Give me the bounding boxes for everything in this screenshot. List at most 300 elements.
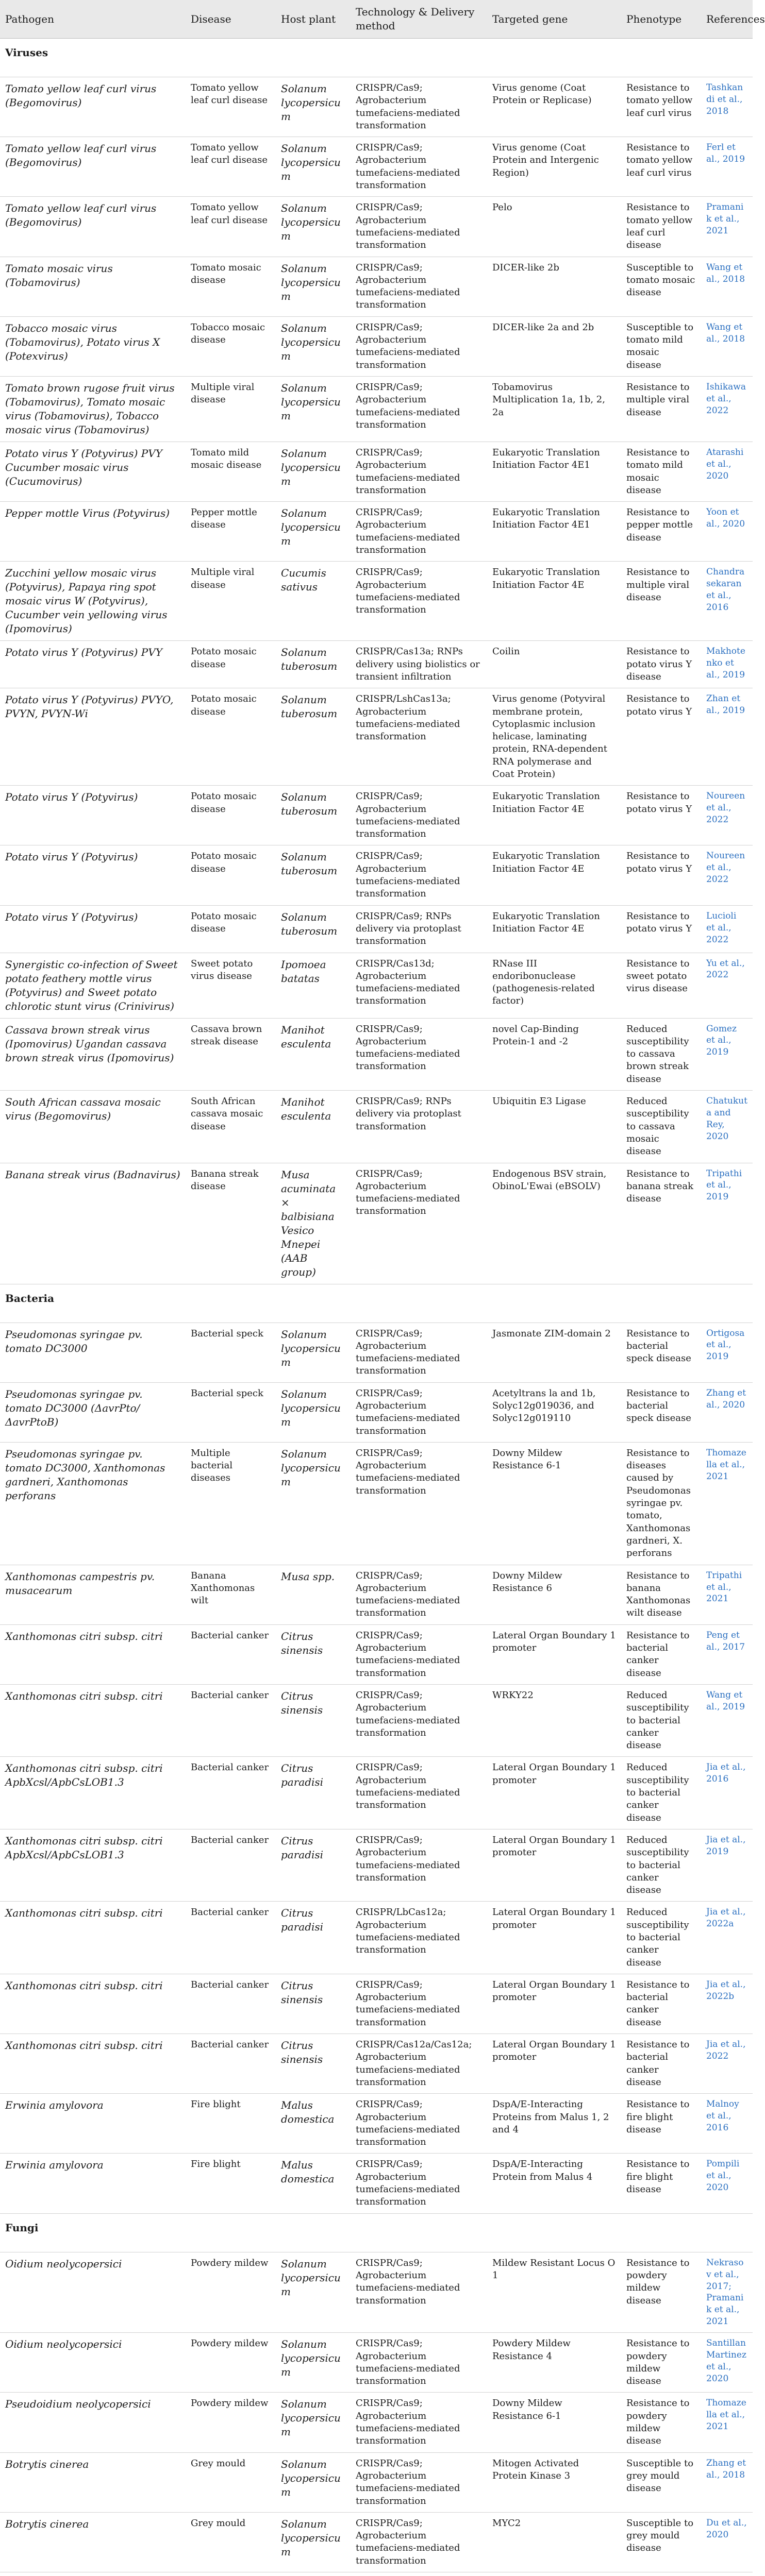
cell-disease: Potato mosaic disease (186, 786, 276, 845)
cell-targeted-gene: RNase III endoribonuclease (pathogenesis-related factor) (487, 953, 621, 1018)
reference-link[interactable]: Zhan et al., 2019 (701, 688, 753, 786)
reference-link[interactable]: Jia et al., 2022 (701, 2034, 753, 2094)
cell-targeted-gene: DspA/E-Interacting Proteins from Malus 1, 2 and 4 (487, 2094, 621, 2154)
cell-pathogen: Potato virus Y (Potyvirus) PVY Cucumber mosaic virus (Cucumovirus) (0, 442, 186, 501)
cell-technology (351, 2572, 487, 2576)
cell-phenotype: Resistance to tomato mild mosaic disease (621, 442, 701, 501)
reference-link[interactable]: Malnoy et al., 2016 (701, 2094, 753, 2154)
cell-technology: CRISPR/Cas9; Agrobacterium tumefaciens-mediated transformation (351, 137, 487, 197)
cell-disease: Cassava brown streak disease (186, 1018, 276, 1090)
cell-phenotype: Resistance to fire blight disease (621, 2094, 701, 2154)
table-row (0, 2452, 753, 2512)
cell-technology: CRISPR/Cas9; Agrobacterium tumefaciens-mediated transformation (351, 562, 487, 641)
cell-technology: CRISPR/Cas9; Agrobacterium tumefaciens-mediated transformation (351, 316, 487, 376)
cell-pathogen: Cassava brown streak virus (Ipomovirus) Ugandan cassava brown streak virus (Ipomovirus) (0, 1018, 186, 1090)
reference-link[interactable]: Gomez et al., 2019 (701, 1018, 753, 1090)
cell-targeted-gene: Ubiquitin E3 Ligase (487, 1091, 621, 1163)
cell-technology: CRISPR/LbCas12a; Agrobacterium tumefaciens-mediated transformation (351, 1902, 487, 1974)
reference-link[interactable]: Yoon et al., 2020 (701, 502, 753, 562)
reference-link[interactable]: Tripathi et al., 2019 (701, 1163, 753, 1284)
table-row (0, 905, 753, 953)
cell-host-plant: Solanum lycopersicum (276, 502, 351, 562)
cell-host-plant: Manihot esculenta (276, 1091, 351, 1163)
cell-technology: CRISPR/Cas9; Agrobacterium tumefaciens-mediated transformation (351, 2393, 487, 2452)
reference-link[interactable]: Makhotenko et al., 2019 (701, 641, 753, 688)
reference-link[interactable]: Atarashi et al., 2020 (701, 442, 753, 501)
cell-disease: Multiple viral disease (186, 562, 276, 641)
cell-technology: CRISPR/Cas9; Agrobacterium tumefaciens-mediated transformation (351, 2252, 487, 2333)
cell-host-plant: Solanum lycopersicum (276, 137, 351, 197)
cell-pathogen: Pseudomonas syringae pv. tomato DC3000 (ΔavrPto/ΔavrPtoB) (0, 1382, 186, 1442)
cell-pathogen: Zucchini yellow mosaic virus (Potyvirus), Papaya ring spot mosaic virus W (Potyvirus), Cucumber vein yellowing virus (Ipomovirus) (0, 562, 186, 641)
cell-phenotype: Resistance to potato virus Y (621, 845, 701, 905)
header-technology: Technology & Delivery method (351, 0, 487, 39)
table-body (0, 39, 753, 2576)
cell-host-plant: Solanum lycopersicum (276, 77, 351, 137)
cell-phenotype: Resistance to multiple viral disease (621, 376, 701, 442)
cell-pathogen: Potato virus Y (Potyvirus) (0, 786, 186, 845)
cell-phenotype: Resistance to bacterial canker disease (621, 1624, 701, 1684)
cell-disease: Potato mosaic disease (186, 688, 276, 786)
cell-pathogen: Pepper mottle Virus (Potyvirus) (0, 502, 186, 562)
cell-pathogen: Oidium neolycopersici (0, 2333, 186, 2393)
cell-disease: Bacterial canker (186, 1902, 276, 1974)
cell-phenotype: Resistance to banana Xanthomonas wilt disease (621, 1565, 701, 1624)
cell-pathogen: Xanthomonas citri subsp. citri (0, 1902, 186, 1974)
cell-targeted-gene: Tobamovirus Multiplication 1a, 1b, 2, 2a (487, 376, 621, 442)
cell-technology: CRISPR/Cas9; Agrobacterium tumefaciens-mediated transformation (351, 845, 487, 905)
cell-pathogen: Xanthomonas citri subsp. citri ApbXcsl/ApbCsLOB1.3 (0, 1829, 186, 1901)
cell-targeted-gene: Powdery Mildew Resistance 4 (487, 2333, 621, 2393)
section-header-row (0, 39, 753, 77)
cell-host-plant: Manihot esculenta (276, 1018, 351, 1090)
cell-phenotype: Resistance to powdery mildew disease (621, 2333, 701, 2393)
header-row (0, 0, 753, 39)
table-row (0, 641, 753, 688)
reference-link[interactable]: Noureen et al., 2022 (701, 845, 753, 905)
cell-technology: CRISPR/Cas9; RNPs delivery via protoplast transformation (351, 1091, 487, 1163)
reference-link[interactable]: Lucioli et al., 2022 (701, 905, 753, 953)
reference-link[interactable]: Tashkandi et al., 2018 (701, 77, 753, 137)
table-row (0, 1565, 753, 1624)
cell-pathogen: Tomato yellow leaf curl virus (Begomovirus) (0, 197, 186, 257)
reference-link[interactable]: Jia et al., 2022a (701, 1902, 753, 1974)
table-row (0, 2572, 753, 2576)
cell-phenotype: Resistance to tomato yellow leaf curl virus (621, 77, 701, 137)
cell-host-plant: Solanum tuberosum (276, 845, 351, 905)
cell-targeted-gene: novel Cap-Binding Protein-1 and -2 (487, 1018, 621, 1090)
cell-phenotype: Reduced susceptibility to bacterial canker disease (621, 1684, 701, 1756)
cell-pathogen: Botrytis cinerea (0, 2512, 186, 2572)
cell-targeted-gene: DICER-like 2a and 2b (487, 316, 621, 376)
cell-phenotype: Resistance to potato virus Y (621, 786, 701, 845)
cell-pathogen: Tomato brown rugose fruit virus (Tobamovirus), Tomato mosaic virus (Tobamovirus), Tobacco mosaic virus (Tobamovirus) (0, 376, 186, 442)
table-row (0, 197, 753, 257)
cell-disease: South African cassava mosaic disease (186, 1091, 276, 1163)
cell-host-plant: Citrus sinensis (276, 1684, 351, 1756)
header-targeted-gene: Targeted gene (487, 0, 621, 39)
table-row (0, 1974, 753, 2033)
cell-disease: Fire blight (186, 2154, 276, 2213)
cell-disease: Tomato yellow leaf curl disease (186, 77, 276, 137)
cell-host-plant: Citrus sinensis (276, 2034, 351, 2094)
table-row (0, 442, 753, 501)
cell-host-plant: Solanum lycopersicum (276, 376, 351, 442)
cell-technology: CRISPR/Cas9; Agrobacterium tumefaciens-mediated transformation (351, 1323, 487, 1382)
cell-host-plant: Solanum lycopersicum (276, 2333, 351, 2393)
cell-targeted-gene: MYC2 (487, 2512, 621, 2572)
reference-link[interactable]: Santillan Martinez et al., 2020 (701, 2333, 753, 2393)
cell-pathogen: Xanthomonas citri subsp. citri ApbXcsl/ApbCsLOB1.3 (0, 1757, 186, 1829)
cell-pathogen: Tobacco mosaic virus (Tobamovirus), Potato virus X (Potexvirus) (0, 316, 186, 376)
cell-phenotype: Resistance to powdery mildew disease (621, 2252, 701, 2333)
cell-phenotype: Resistance to sweet potato virus disease (621, 953, 701, 1018)
cell-pathogen: Tomato yellow leaf curl virus (Begomovirus) (0, 77, 186, 137)
cell-disease: Potato mosaic disease (186, 641, 276, 688)
cell-technology: CRISPR/Cas9; Agrobacterium tumefaciens-mediated transformation (351, 1624, 487, 1684)
cell-phenotype: Resistance to fire blight disease (621, 2154, 701, 2213)
cell-disease: Powdery mildew (186, 2333, 276, 2393)
cell-disease: Fire blight (186, 2094, 276, 2154)
reference-link[interactable]: Wang et al., 2019 (701, 1684, 753, 1756)
table-row (0, 1624, 753, 1684)
reference-link[interactable]: Jia et al., 2022b (701, 1974, 753, 2033)
table-row (0, 376, 753, 442)
cell-host-plant: Solanum tuberosum (276, 641, 351, 688)
cell-host-plant: Musa acuminata × balbisiana Vesico Mnepei (AAB group) (276, 1163, 351, 1284)
cell-disease: Tomato yellow leaf curl disease (186, 137, 276, 197)
table-row (0, 2094, 753, 2154)
table-row (0, 2333, 753, 2393)
reference-link[interactable]: Wang et al., 2018 (701, 316, 753, 376)
reference-link[interactable] (701, 2572, 753, 2576)
reference-link[interactable]: Chandrasekaran et al., 2016 (701, 562, 753, 641)
cell-host-plant: Solanum tuberosum (276, 786, 351, 845)
cell-technology: CRISPR/Cas9; Agrobacterium tumefaciens-mediated transformation (351, 2452, 487, 2512)
cell-targeted-gene: Mitogen Activated Protein Kinase 3 (487, 2452, 621, 2512)
cell-targeted-gene: Virus genome (Coat Protein or Replicase) (487, 77, 621, 137)
cell-disease: Grey mould (186, 2452, 276, 2512)
section-title: Fungi (0, 2213, 753, 2252)
table-row (0, 1757, 753, 1829)
cell-phenotype: Resistance to bacterial speck disease (621, 1382, 701, 1442)
cell-disease: Banana streak disease (186, 1163, 276, 1284)
cell-phenotype: Reduced susceptibility to cassava brown streak disease (621, 1018, 701, 1090)
cell-technology: CRISPR/Cas9; Agrobacterium tumefaciens-mediated transformation (351, 442, 487, 501)
cell-pathogen: Potato virus Y (Potyvirus) (0, 905, 186, 953)
reference-link[interactable]: Ferl et al., 2019 (701, 137, 753, 197)
cell-pathogen: Pseudoidium neolycopersici (0, 2393, 186, 2452)
cell-phenotype: Resistance to bacterial canker disease (621, 1974, 701, 2033)
cell-pathogen: Xanthomonas citri subsp. citri (0, 1624, 186, 1684)
cell-disease: Tomato yellow leaf curl disease (186, 197, 276, 257)
cell-disease: Multiple bacterial diseases (186, 1442, 276, 1565)
cell-targeted-gene: DICER-like 2b (487, 257, 621, 316)
cell-technology: CRISPR/Cas9; Agrobacterium tumefaciens-mediated transformation (351, 376, 487, 442)
section-header-row (0, 1284, 753, 1323)
cell-technology: CRISPR/LshCas13a; Agrobacterium tumefaciens-mediated transformation (351, 688, 487, 786)
reference-link[interactable]: Peng et al., 2017 (701, 1624, 753, 1684)
table-row (0, 2154, 753, 2213)
cell-technology: CRISPR/Cas9; Agrobacterium tumefaciens-mediated transformation (351, 1757, 487, 1829)
cell-disease: Tomato mild mosaic disease (186, 442, 276, 501)
cell-targeted-gene: Lateral Organ Boundary 1 promoter (487, 1974, 621, 2033)
cell-targeted-gene: Lateral Organ Boundary 1 promoter (487, 1624, 621, 1684)
cell-targeted-gene: Eukaryotic Translation Initiation Factor 4E1 (487, 442, 621, 501)
reference-link[interactable]: Ishikawa et al., 2022 (701, 376, 753, 442)
cell-pathogen: Potato virus Y (Potyvirus) PVY (0, 641, 186, 688)
cell-host-plant: Solanum lycopersicum (276, 1323, 351, 1382)
cell-targeted-gene: Lateral Organ Boundary 1 promoter (487, 1757, 621, 1829)
cell-phenotype: Resistance to tomato yellow leaf curl virus (621, 137, 701, 197)
cell-targeted-gene: Lateral Organ Boundary 1 promoter (487, 1902, 621, 1974)
cell-phenotype: Resistance to potato virus Y disease (621, 641, 701, 688)
cell-pathogen (0, 2572, 186, 2576)
table-row (0, 688, 753, 786)
cell-host-plant: Solanum tuberosum (276, 905, 351, 953)
table-row (0, 786, 753, 845)
reference-link[interactable]: Zhang et al., 2018 (701, 2452, 753, 2512)
cell-host-plant (276, 2572, 351, 2576)
cell-host-plant: Solanum lycopersicum (276, 197, 351, 257)
table-row (0, 1163, 753, 1284)
reference-link[interactable]: Chatukuta and Rey, 2020 (701, 1091, 753, 1163)
cell-targeted-gene: Eukaryotic Translation Initiation Factor 4E (487, 905, 621, 953)
table-row (0, 257, 753, 316)
cell-technology: CRISPR/Cas9; Agrobacterium tumefaciens-mediated transformation (351, 1565, 487, 1624)
cell-targeted-gene: Lateral Organ Boundary 1 promoter (487, 2034, 621, 2094)
cell-targeted-gene: Eukaryotic Translation Initiation Factor 4E (487, 845, 621, 905)
table-row (0, 2393, 753, 2452)
cell-technology: CRISPR/Cas9; Agrobacterium tumefaciens-mediated transformation (351, 2154, 487, 2213)
cell-technology: CRISPR/Cas13a; RNPs delivery using biolistics or transient infiltration (351, 641, 487, 688)
cell-host-plant: Citrus paradisi (276, 1757, 351, 1829)
cell-targeted-gene: Eukaryotic Translation Initiation Factor 4E (487, 786, 621, 845)
reference-link[interactable]: Zhang et al., 2020 (701, 1382, 753, 1442)
table-row (0, 2034, 753, 2094)
cell-disease: Bacterial canker (186, 1829, 276, 1901)
cell-host-plant: Solanum lycopersicum (276, 2393, 351, 2452)
cell-disease: Bacterial canker (186, 1684, 276, 1756)
cell-technology: CRISPR/Cas9; Agrobacterium tumefaciens-mediated transformation (351, 502, 487, 562)
table-row (0, 953, 753, 1018)
cell-phenotype: Resistance to powdery mildew disease (621, 2393, 701, 2452)
cell-host-plant: Citrus sinensis (276, 1974, 351, 2033)
cell-technology: CRISPR/Cas9; Agrobacterium tumefaciens-mediated transformation (351, 1442, 487, 1565)
table-row (0, 2252, 753, 2333)
cell-pathogen: Xanthomonas citri subsp. citri (0, 1974, 186, 2033)
cell-technology: CRISPR/Cas9; Agrobacterium tumefaciens-mediated transformation (351, 1829, 487, 1901)
cell-technology: CRISPR/Cas13d; Agrobacterium tumefaciens-mediated transformation (351, 953, 487, 1018)
cell-disease: Bacterial canker (186, 1974, 276, 2033)
cell-targeted-gene: Endogenous BSV strain, ObinoL'Ewai (eBSOLV) (487, 1163, 621, 1284)
cell-targeted-gene: Virus genome (Potyviral membrane protein, Cytoplasmic inclusion helicase, laminating protein, RNA-dependent RNA polymerase and Coat Protein) (487, 688, 621, 786)
cell-host-plant: Solanum lycopersicum (276, 442, 351, 501)
table-row (0, 1829, 753, 1901)
cell-phenotype: Reduced susceptibility to bacterial canker disease (621, 1829, 701, 1901)
cell-disease: Banana Xanthomonas wilt (186, 1565, 276, 1624)
reference-link[interactable]: Yu et al., 2022 (701, 953, 753, 1018)
section-title: Viruses (0, 39, 753, 77)
cell-host-plant: Solanum lycopersicum (276, 1382, 351, 1442)
cell-phenotype: Reduced susceptibility to bacterial canker disease (621, 1757, 701, 1829)
cell-targeted-gene: DspA/E-Interacting Protein from Malus 4 (487, 2154, 621, 2213)
cell-technology: CRISPR/Cas9; Agrobacterium tumefaciens-mediated transformation (351, 77, 487, 137)
cell-disease: Tobacco mosaic disease (186, 316, 276, 376)
reference-link[interactable]: Thomazella et al., 2021 (701, 1442, 753, 1565)
table-row (0, 1442, 753, 1565)
table-row (0, 2512, 753, 2572)
cell-targeted-gene: Acetyltrans la and 1b, Solyc12g019036, and Solyc12g019110 (487, 1382, 621, 1442)
header-phenotype: Phenotype (621, 0, 701, 39)
cell-disease: Multiple viral disease (186, 376, 276, 442)
reference-link[interactable]: Du et al., 2020 (701, 2512, 753, 2572)
cell-host-plant: Solanum lycopersicum (276, 2452, 351, 2512)
reference-link[interactable]: Thomazella et al., 2021 (701, 2393, 753, 2452)
cell-phenotype: Resistance to potato virus Y (621, 688, 701, 786)
header-pathogen: Pathogen (0, 0, 186, 39)
cell-disease: Pepper mottle disease (186, 502, 276, 562)
cell-technology: CRISPR/Cas9; Agrobacterium tumefaciens-mediated transformation (351, 2094, 487, 2154)
table-row (0, 1323, 753, 1382)
cell-pathogen: Pseudomonas syringae pv. tomato DC3000, Xanthomonas gardneri, Xanthomonas perforans (0, 1442, 186, 1565)
cell-phenotype: Susceptible to tomato mosaic disease (621, 257, 701, 316)
cell-disease: Bacterial canker (186, 2034, 276, 2094)
cell-disease: Powdery mildew (186, 2252, 276, 2333)
cell-phenotype: Reduced susceptibility to bacterial canker disease (621, 1902, 701, 1974)
cell-disease (186, 2572, 276, 2576)
reference-link[interactable]: Jia et al., 2019 (701, 1829, 753, 1901)
reference-link[interactable]: Tripathi et al., 2021 (701, 1565, 753, 1624)
table-row (0, 562, 753, 641)
cell-pathogen: Botrytis cinerea (0, 2452, 186, 2512)
cell-pathogen: Tomato yellow leaf curl virus (Begomovirus) (0, 137, 186, 197)
table-row (0, 1018, 753, 1090)
cell-targeted-gene: Lateral Organ Boundary 1 promoter (487, 1829, 621, 1901)
cell-disease: Potato mosaic disease (186, 905, 276, 953)
cell-phenotype: Resistance to banana streak disease (621, 1163, 701, 1284)
cell-host-plant: Solanum lycopersicum (276, 2512, 351, 2572)
reference-link[interactable]: Pramanik et al., 2021 (701, 197, 753, 257)
cell-host-plant: Solanum tuberosum (276, 688, 351, 786)
reference-link[interactable]: Nekrasov et al., 2017; Pramanik et al., 2021 (701, 2252, 753, 2333)
table-row (0, 1684, 753, 1756)
cell-disease: Tomato mosaic disease (186, 257, 276, 316)
cell-targeted-gene: Downy Mildew Resistance 6-1 (487, 2393, 621, 2452)
cell-host-plant: Ipomoea batatas (276, 953, 351, 1018)
header-references: References (701, 0, 753, 39)
cell-pathogen: Synergistic co-infection of Sweet potato feathery mottle virus (Potyvirus) and Sweet potato chlorotic stunt virus (Crinivirus) (0, 953, 186, 1018)
reference-link[interactable]: Ortigosa et al., 2019 (701, 1323, 753, 1382)
cell-pathogen: Xanthomonas citri subsp. citri (0, 2034, 186, 2094)
cell-phenotype: Resistance to potato virus Y (621, 905, 701, 953)
cell-disease: Bacterial speck (186, 1382, 276, 1442)
table-row (0, 502, 753, 562)
cell-phenotype: Resistance to tomato yellow leaf curl disease (621, 197, 701, 257)
table-row (0, 1382, 753, 1442)
table-row (0, 316, 753, 376)
cell-technology: CRISPR/Cas9; Agrobacterium tumefaciens-mediated transformation (351, 1018, 487, 1090)
cell-targeted-gene: Eukaryotic Translation Initiation Factor 4E (487, 562, 621, 641)
cell-host-plant: Citrus paradisi (276, 1829, 351, 1901)
reference-link[interactable]: Noureen et al., 2022 (701, 786, 753, 845)
cell-pathogen: Potato virus Y (Potyvirus) (0, 845, 186, 905)
cell-targeted-gene: WRKY22 (487, 1684, 621, 1756)
table-row (0, 77, 753, 137)
cell-pathogen: Erwinia amylovora (0, 2154, 186, 2213)
cell-disease: Bacterial canker (186, 1624, 276, 1684)
cell-disease: Bacterial speck (186, 1323, 276, 1382)
cell-technology: CRISPR/Cas9; Agrobacterium tumefaciens-mediated transformation (351, 1163, 487, 1284)
cell-technology: CRISPR/Cas9; Agrobacterium tumefaciens-mediated transformation (351, 197, 487, 257)
cell-disease: Bacterial canker (186, 1757, 276, 1829)
cell-targeted-gene: Pelo (487, 197, 621, 257)
cell-host-plant: Malus domestica (276, 2094, 351, 2154)
cell-host-plant: Citrus sinensis (276, 1624, 351, 1684)
table-row (0, 1091, 753, 1163)
cell-technology: CRISPR/Cas9; Agrobacterium tumefaciens-mediated transformation (351, 2512, 487, 2572)
cell-phenotype: Susceptible to grey mould disease (621, 2452, 701, 2512)
cell-targeted-gene: Mildew Resistant Locus O 1 (487, 2252, 621, 2333)
table-row (0, 845, 753, 905)
cell-targeted-gene: Eukaryotic Translation Initiation Factor 4E1 (487, 502, 621, 562)
cell-pathogen: Erwinia amylovora (0, 2094, 186, 2154)
cell-host-plant: Solanum lycopersicum (276, 316, 351, 376)
cell-host-plant: Solanum lycopersicum (276, 1442, 351, 1565)
cell-targeted-gene: Jasmonate ZIM-domain 2 (487, 1323, 621, 1382)
table-row (0, 137, 753, 197)
cell-phenotype: Reduced susceptibility to cassava mosaic disease (621, 1091, 701, 1163)
cell-technology: CRISPR/Cas9; Agrobacterium tumefaciens-mediated transformation (351, 1382, 487, 1442)
cell-disease: Sweet potato virus disease (186, 953, 276, 1018)
cell-pathogen: South African cassava mosaic virus (Begomovirus) (0, 1091, 186, 1163)
cell-host-plant: Solanum lycopersicum (276, 2252, 351, 2333)
cell-technology: CRISPR/Cas9; Agrobacterium tumefaciens-mediated transformation (351, 1684, 487, 1756)
header-host-plant: Host plant (276, 0, 351, 39)
cell-phenotype: Resistance to bacterial canker disease (621, 2034, 701, 2094)
cell-phenotype: Resistance to diseases caused by Pseudomonas syringae pv. tomato, Xanthomonas gardneri, X. perforans (621, 1442, 701, 1565)
cell-targeted-gene: Virus genome (Coat Protein and Intergenic Region) (487, 137, 621, 197)
cell-phenotype: Susceptible to tomato mild mosaic disease (621, 316, 701, 376)
cell-pathogen: Pseudomonas syringae pv. tomato DC3000 (0, 1323, 186, 1382)
cell-targeted-gene: Downy Mildew Resistance 6-1 (487, 1442, 621, 1565)
cell-host-plant: Cucumis sativus (276, 562, 351, 641)
cell-host-plant: Solanum lycopersicum (276, 257, 351, 316)
cell-disease: Grey mould (186, 2512, 276, 2572)
reference-link[interactable]: Jia et al., 2016 (701, 1757, 753, 1829)
reference-link[interactable]: Pompili et al., 2020 (701, 2154, 753, 2213)
section-header-row (0, 2213, 753, 2252)
cell-pathogen: Potato virus Y (Potyvirus) PVYO, PVYN, PVYN-Wi (0, 688, 186, 786)
cell-pathogen: Oidium neolycopersici (0, 2252, 186, 2333)
cell-technology: CRISPR/Cas9; Agrobacterium tumefaciens-mediated transformation (351, 257, 487, 316)
reference-link[interactable]: Wang et al., 2018 (701, 257, 753, 316)
cell-phenotype: Susceptible to grey mould disease (621, 2512, 701, 2572)
cell-disease: Potato mosaic disease (186, 845, 276, 905)
cell-technology: CRISPR/Cas12a/Cas12a; Agrobacterium tumefaciens-mediated transformation (351, 2034, 487, 2094)
cell-host-plant: Musa spp. (276, 1565, 351, 1624)
cell-host-plant: Malus domestica (276, 2154, 351, 2213)
header-disease: Disease (186, 0, 276, 39)
cell-targeted-gene: Coilin (487, 641, 621, 688)
cell-phenotype: Resistance to bacterial speck disease (621, 1323, 701, 1382)
cell-pathogen: Tomato mosaic virus (Tobamovirus) (0, 257, 186, 316)
cell-phenotype (621, 2572, 701, 2576)
cell-disease: Powdery mildew (186, 2393, 276, 2452)
cell-technology: CRISPR/Cas9; RNPs delivery via protoplast transformation (351, 905, 487, 953)
cell-pathogen: Xanthomonas campestris pv. musacearum (0, 1565, 186, 1624)
table-row (0, 1902, 753, 1974)
